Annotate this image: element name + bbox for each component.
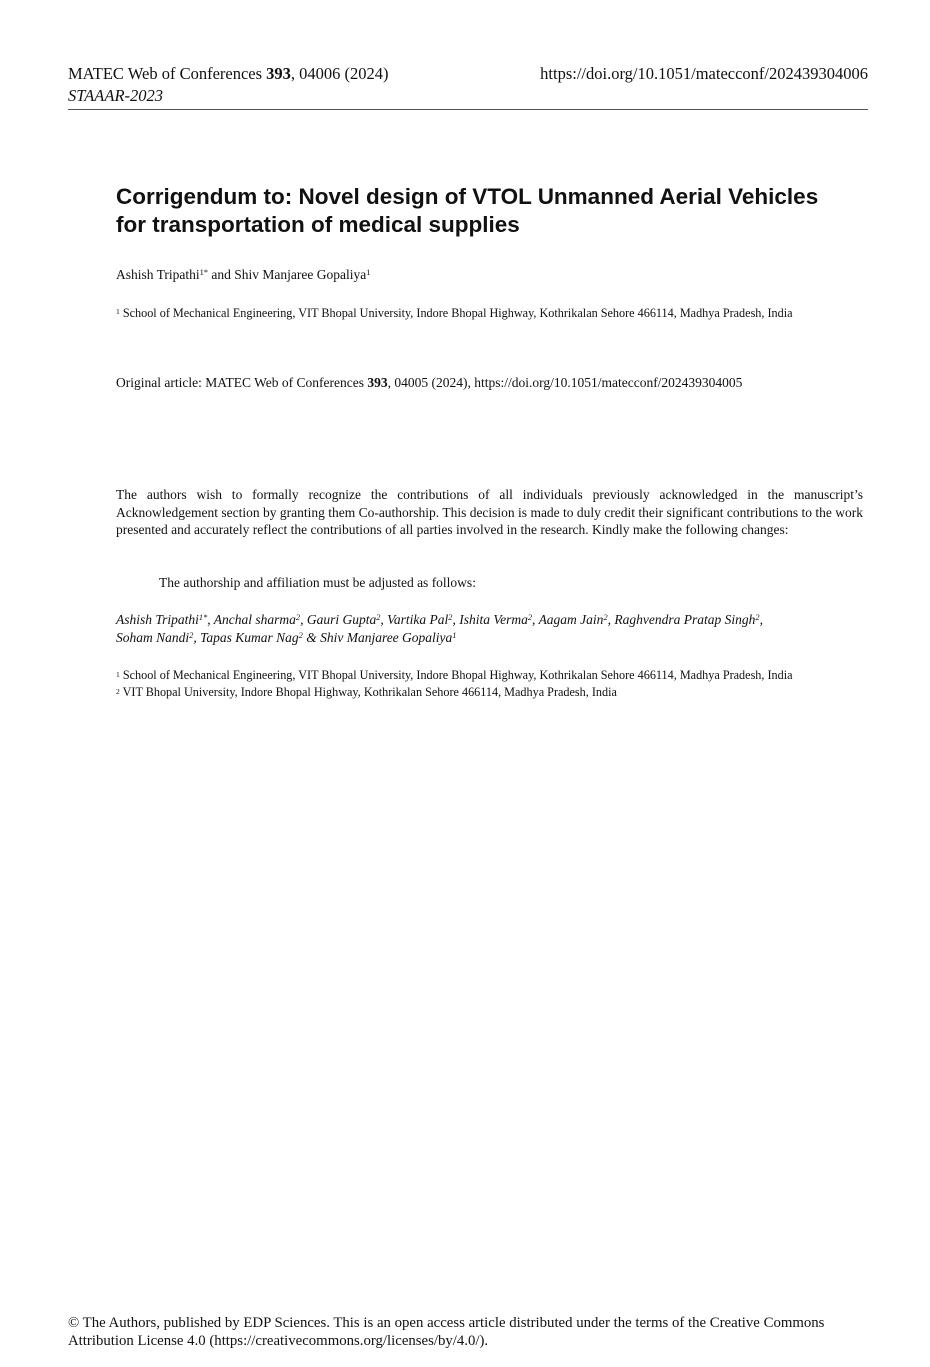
author-superscript: 1 [366, 268, 371, 278]
revised-author-superscript: 1 [452, 631, 457, 641]
affiliation [116, 305, 793, 321]
journal-citation [68, 63, 389, 85]
affiliation-text: School of Mechanical Engineering, VIT Bhopal University, Indore Bhopal Highway, Kothrikalan Sehore 466114, Madhya Pradesh, India [119, 668, 793, 682]
affiliation-superscript: 2 [116, 686, 120, 696]
revised-author-name: Tapas Kumar Nag [200, 630, 299, 645]
original-article-reference [116, 374, 742, 392]
original-prefix: Original article: MATEC Web of Conferences [116, 375, 368, 390]
revised-author-superscript: 2 [448, 613, 453, 623]
body-paragraph-adjustment: The authorship and affiliation must be adjusted as follows: [159, 575, 476, 590]
separator: , [193, 630, 201, 645]
license-line-2: Attribution License 4.0 (https://creativecommons.org/licenses/by/4.0/). [68, 1333, 489, 1349]
author-superscript: 1* [199, 268, 209, 278]
header-divider [68, 109, 868, 110]
separator: , [300, 612, 307, 627]
author-name: Shiv Manjaree Gopaliya [234, 267, 367, 282]
revised-author-superscript: 2 [755, 613, 760, 623]
revised-author [539, 612, 615, 627]
revised-author [116, 630, 200, 645]
separator: , [452, 612, 460, 627]
revised-author-superscript: 2 [603, 613, 608, 623]
revised-author-superscript: 1* [198, 613, 208, 623]
revised-author-superscript: 2 [189, 631, 194, 641]
journal-volume: 393 [266, 64, 291, 83]
revised-author-list [116, 611, 876, 647]
separator: & [302, 630, 321, 645]
separator: , [380, 612, 388, 627]
affiliation-superscript: 1 [116, 669, 120, 679]
journal-name: MATEC Web of Conferences [68, 64, 267, 83]
revised-affiliation [116, 684, 793, 701]
separator: , [759, 612, 763, 627]
revised-author-name: Gauri Gupta [306, 612, 377, 627]
doi-link[interactable]: https://doi.org/10.1051/matecconf/202439304006 [540, 64, 868, 83]
revised-author [320, 630, 456, 645]
separator: , [207, 612, 214, 627]
affiliation-superscript: 1 [116, 306, 120, 316]
affiliation-text: School of Mechanical Engineering, VIT Bhopal University, Indore Bhopal Highway, Kothrikalan Sehore 466114, Madhya Pradesh, India [119, 306, 793, 320]
revised-author [387, 612, 459, 627]
title-line-1: Corrigendum to: Novel design of VTOL Unmanned Aerial Vehicles [116, 184, 819, 209]
revised-author [614, 612, 763, 627]
license-line-1: © The Authors, published by EDP Sciences. This is an open access article distributed under the terms of the Creative Commons [68, 1315, 825, 1331]
revised-author-name: Aagam Jain [538, 612, 604, 627]
title-line-2: for transportation of medical supplies [116, 212, 520, 237]
revised-author [459, 612, 538, 627]
original-volume: 393 [367, 375, 388, 390]
revised-author-name: Shiv Manjaree Gopaliya [320, 630, 453, 645]
license-footer [68, 1314, 868, 1350]
revised-author [200, 630, 320, 645]
revised-author-superscript: 2 [298, 631, 303, 641]
revised-author-name: Vartika Pal [387, 612, 449, 627]
revised-author-name: Ishita Verma [459, 612, 528, 627]
revised-author [307, 612, 387, 627]
author-name: Ashish Tripathi [116, 267, 200, 282]
revised-author-name: Soham Nandi [116, 630, 190, 645]
conference-name: STAAAR-2023 [68, 86, 164, 105]
revised-author-name: Anchal sharma [213, 612, 296, 627]
revised-author [116, 612, 214, 627]
separator: , [532, 612, 539, 627]
article-number: , 04006 (2024) [290, 64, 389, 83]
separator: , [607, 612, 615, 627]
revised-author-superscript: 2 [376, 613, 381, 623]
revised-author-name: Ashish Tripathi [116, 612, 199, 627]
body-paragraph: The authors wish to formally recognize the contributions of all individuals previously acknowledged in the manuscript’s Acknowledgement section by granting them Co-authorship. This decision is made to duly credit their significant contributions to the work presented and accurately reflect the contributions of all parties involved in the research. Kindly make the following changes: [116, 487, 863, 537]
revised-author-name: Raghvendra Pratap Singh [614, 612, 756, 627]
affiliation-text: VIT Bhopal University, Indore Bhopal Highway, Kothrikalan Sehore 466114, Madhya Pradesh, India [119, 685, 617, 699]
revised-author-superscript: 2 [295, 613, 301, 623]
author-conjunction: and [208, 267, 235, 282]
revised-author-superscript: 2 [527, 613, 533, 623]
author-list [116, 266, 370, 284]
original-suffix: , 04005 (2024), https://doi.org/10.1051/matecconf/202439304005 [387, 375, 743, 390]
revised-affiliation [116, 667, 793, 684]
revised-affiliations [116, 667, 793, 701]
paper-title [116, 183, 876, 239]
revised-author [214, 612, 307, 627]
